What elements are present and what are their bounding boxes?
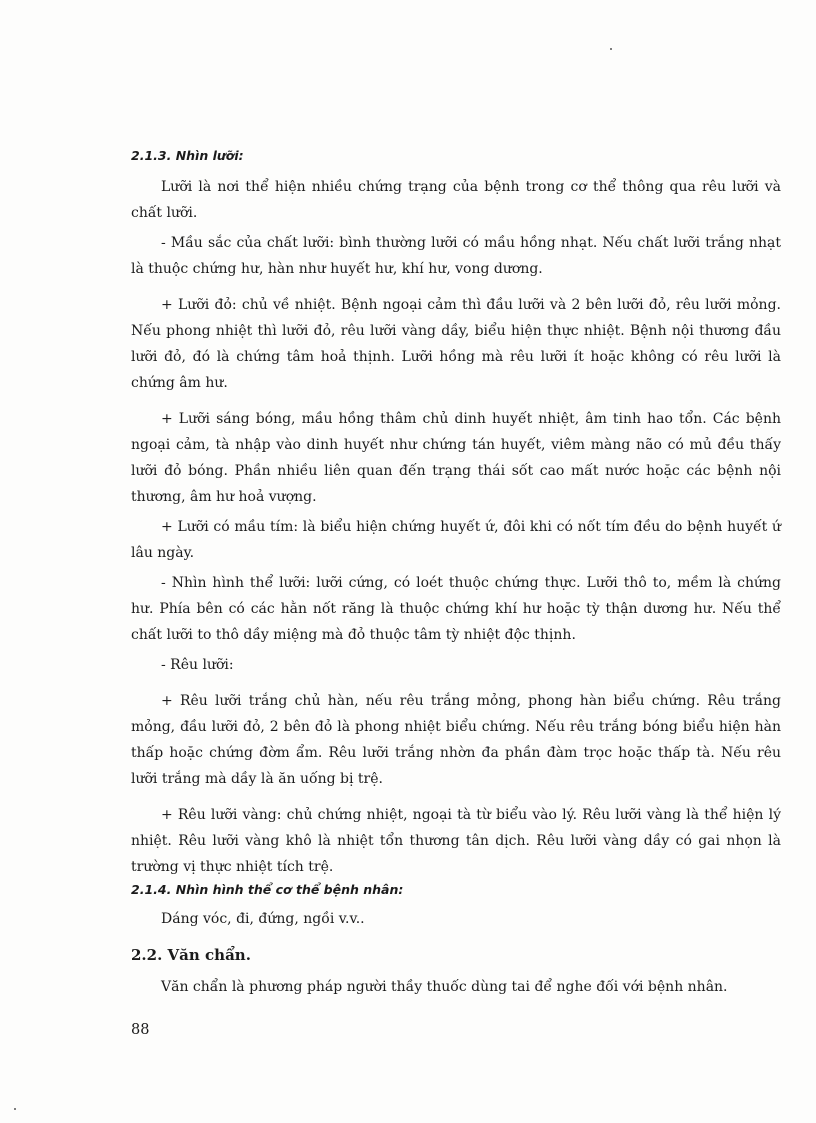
paragraph: Văn chẩn là phương pháp người thầy thuốc dùng tai để nghe đối với bệnh nhân. (161, 979, 728, 995)
paragraph: + Lưỡi đỏ: chủ về nhiệt. Bệnh ngoại cảm thì đầu lưỡi và 2 bên lưỡi đỏ, rêu lưỡi mỏng. Nếu phong nhiệt thì lưỡi đỏ, rêu lưỡi vàng dầy, biểu hiện thực nhiệt. Bệnh nội thương đầu lưỡi đỏ, đó là chứng tâm hoả thịnh. Lưỡi hồng mà rêu lưỡi ít hoặc không có rêu lưỡi là chứng âm hư. (131, 297, 781, 391)
paragraph: Dáng vóc, đi, đứng, ngồi v.v.. (161, 911, 365, 927)
section-heading-2-1-4: 2.1.4. Nhìn hình thể cơ thể bệnh nhân: (131, 882, 404, 897)
paragraph: + Lưỡi có mầu tím: là biểu hiện chứng huyết ứ, đôi khi có nốt tím đều do bệnh huyết ứ lâu ngày. (131, 519, 781, 561)
scan-speck (610, 48, 612, 50)
page-content (131, 146, 781, 1004)
paragraph: + Rêu lưỡi vàng: chủ chứng nhiệt, ngoại tà từ biểu vào lý. Rêu lưỡi vàng là thể hiện lý nhiệt. Rêu lưỡi vàng khô là nhiệt tổn thương tân dịch. Rêu lưỡi vàng dầy có gai nhọn là trường vị thực nhiệt tích trệ. (131, 807, 781, 875)
paragraph: + Rêu lưỡi trắng chủ hàn, nếu rêu trắng mỏng, phong hàn biểu chứng. Rêu trắng mỏng, đầu lưỡi đỏ, 2 bên đỏ là phong nhiệt biểu chứng. Nếu rêu trắng bóng biểu hiện hàn thấp hoặc chứng đờm ẩm. Rêu lưỡi trắng nhờn đa phần đàm trọc hoặc thấp tà. Nếu rêu lưỡi trắng mà dầy là ăn uống bị trệ. (131, 693, 781, 787)
paragraph: - Nhìn hình thể lưỡi: lưỡi cứng, có loét thuộc chứng thực. Lưỡi thô to, mềm là chứng hư. Phía bên có các hằn nốt răng là thuộc chứng khí hư hoặc tỳ thận dương hư. Nếu thể chất lưỡi to thô dầy miệng mà đỏ thuộc tâm tỳ nhiệt độc thịnh. (131, 575, 781, 643)
paragraph: - Rêu lưỡi: (161, 657, 234, 673)
paragraph: - Mầu sắc của chất lưỡi: bình thường lưỡi có mầu hồng nhạt. Nếu chất lưỡi trắng nhạt là thuộc chứng hư, hàn như huyết hư, khí hư, vong dương. (131, 235, 781, 277)
page-number: 88 (131, 1022, 150, 1038)
scan-speck (14, 1108, 16, 1110)
paragraph: Lưỡi là nơi thể hiện nhiều chứng trạng của bệnh trong cơ thể thông qua rêu lưỡi và chất lưỡi. (131, 179, 781, 221)
paragraph: + Lưỡi sáng bóng, mầu hồng thâm chủ dinh huyết nhiệt, âm tinh hao tổn. Các bệnh ngoại cảm, tà nhập vào dinh huyết như chứng tán huyết, viêm màng não có mủ đều thấy lưỡi đỏ bóng. Phần nhiều liên quan đến trạng thái sốt cao mất nước hoặc các bệnh nội thương, âm hư hoả vượng. (131, 411, 781, 505)
section-heading-2-1-3: 2.1.3. Nhìn lưỡi: (131, 148, 244, 163)
section-heading-2-2: 2.2. Văn chẩn. (131, 946, 251, 964)
